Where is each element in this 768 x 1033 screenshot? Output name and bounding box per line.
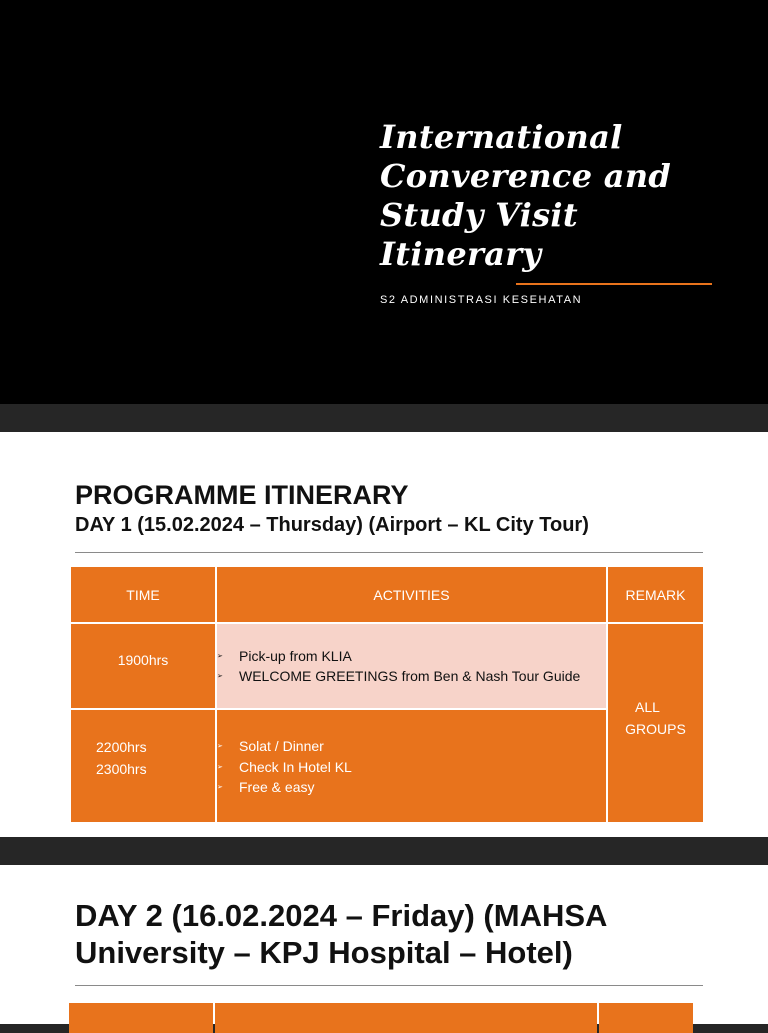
- itinerary-slide-day1: [0, 432, 768, 837]
- title-line: International: [380, 118, 623, 156]
- title-line: Itinerary: [380, 235, 542, 273]
- header-remark: REMARK: [607, 566, 704, 623]
- title-slide: [0, 0, 768, 404]
- page-heading: PROGRAMME ITINERARY: [75, 480, 409, 510]
- title-accent-rule: [516, 283, 712, 285]
- activity-item: ➢ WELCOME GREETINGS from Ben & Nash Tour Guide: [239, 666, 606, 687]
- activity-item: ➢ Free & easy: [239, 777, 606, 798]
- time-value: 1900hrs: [117, 652, 169, 668]
- activity-list: [217, 646, 606, 687]
- title-line: Converence and: [380, 157, 672, 195]
- header-activities: ACTIVITIES: [216, 566, 607, 623]
- activities-cell: [216, 709, 607, 823]
- divider: [75, 552, 703, 553]
- time-value: 2300hrs: [96, 761, 147, 777]
- table-row: [70, 623, 704, 709]
- slide-separator: [0, 837, 768, 865]
- remark-line: ALL: [635, 699, 660, 715]
- header-cell: [69, 1003, 213, 1033]
- remark-cell: [607, 623, 704, 823]
- activity-item: ➢ Check In Hotel KL: [239, 757, 606, 778]
- slide-title: [380, 118, 740, 274]
- day-subheading: DAY 1 (15.02.2024 – Thursday) (Airport – KL City Tour): [75, 514, 589, 536]
- slide-subtitle: S2 ADMINISTRASI KESEHATAN: [380, 294, 583, 306]
- itinerary-table-partial: [69, 1003, 693, 1033]
- header-cell: [599, 1003, 693, 1033]
- activity-item: ➢ Pick-up from KLIA: [239, 646, 606, 667]
- activities-cell: [216, 623, 607, 709]
- title-line: Study Visit: [380, 196, 578, 234]
- itinerary-table: [69, 565, 705, 824]
- time-cell: [70, 709, 216, 823]
- day-heading: DAY 2 (16.02.2024 – Friday) (MAHSA University – KPJ Hospital – Hotel): [75, 898, 607, 970]
- time-cell: [70, 623, 216, 709]
- slide-separator: [0, 404, 768, 432]
- activity-list: [217, 736, 606, 798]
- table-header-row: [70, 566, 704, 623]
- remark-line: GROUPS: [625, 721, 686, 737]
- divider: [75, 985, 703, 986]
- header-cell: [215, 1003, 597, 1033]
- time-value: 2200hrs: [96, 739, 147, 755]
- header-time: TIME: [70, 566, 216, 623]
- itinerary-slide-day2: [0, 865, 768, 1024]
- activity-item: ➢ Solat / Dinner: [239, 736, 606, 757]
